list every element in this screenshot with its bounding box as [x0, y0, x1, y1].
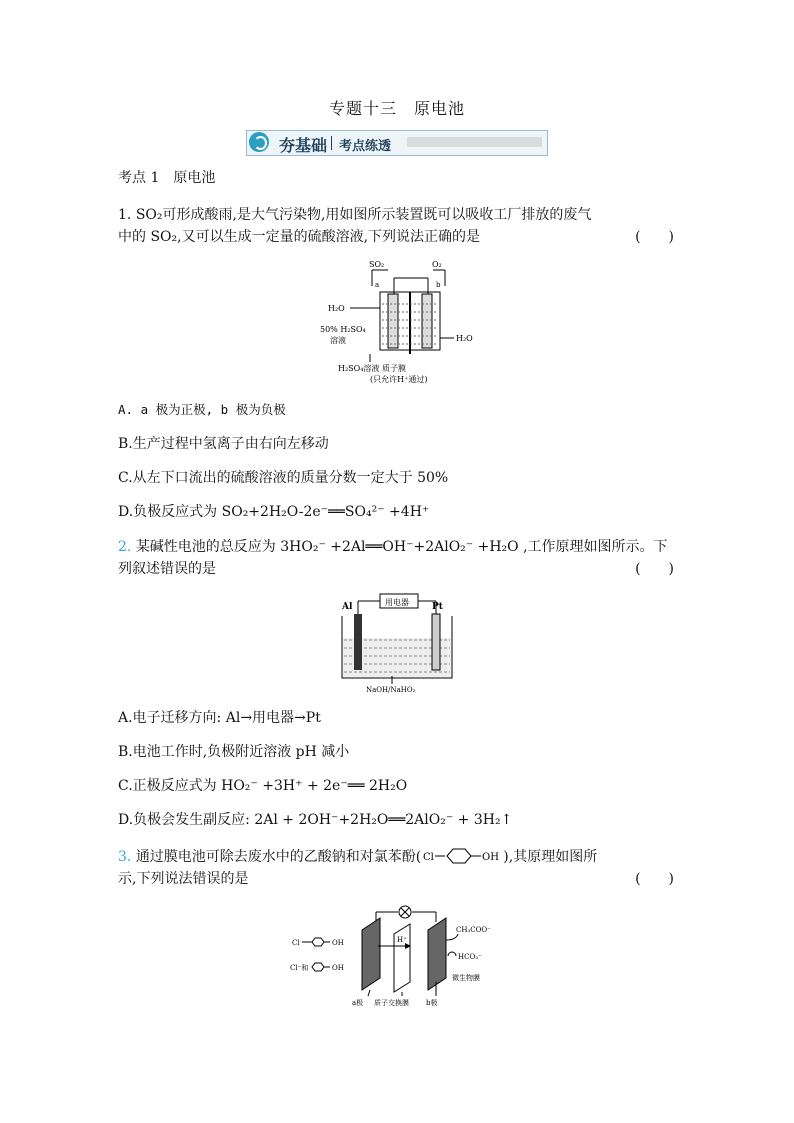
fig-label-so2: SO₂ — [369, 260, 385, 269]
fig-label-membrane-note: (只允许H⁺通过) — [370, 375, 428, 384]
fig-label-cl-and: Cl⁻和 — [290, 964, 309, 972]
fig-label-h2o-out: H₂O — [456, 334, 473, 343]
section-banner — [246, 130, 548, 156]
fig-label-hplus: H⁺ — [397, 936, 407, 944]
question-number: 3. — [118, 849, 132, 865]
fig-label-biofilm: 微生物膜 — [452, 974, 480, 982]
fig-label-a-pole: a极 — [352, 999, 364, 1007]
svg-text:Cl: Cl — [423, 852, 435, 863]
question-2 — [118, 536, 674, 580]
banner-sub: 考点练透 — [339, 139, 392, 154]
fig-label-hco3: HCO₃⁻ — [458, 953, 482, 961]
fig-label-oh-1: OH — [332, 939, 344, 947]
svg-text:OH: OH — [482, 852, 500, 863]
fig-label-a: a — [375, 281, 380, 289]
fig-label-b: b — [436, 281, 441, 289]
fig-label-device: 用电器 — [385, 598, 409, 607]
leaf-icon — [249, 132, 269, 152]
option-1d: D.负极反应式为 SO₂+2H₂O-2e⁻══SO₄²⁻ +4H⁺ — [118, 504, 430, 520]
option-1c: C.从左下口流出的硫酸溶液的质量分数一定大于 50% — [118, 470, 449, 486]
question-1-line1: 1. SO₂可形成酸雨,是大气污染物,用如图所示装置既可以吸收工厂排放的废气 — [118, 207, 592, 223]
answer-paren: ( ) — [635, 561, 674, 577]
option-1a: A. a 极为正极, b 极为负极 — [118, 402, 286, 417]
option-2a: A.电子迁移方向: Al→用电器→Pt — [118, 710, 321, 726]
fig-label-membrane: 质子交换膜 — [374, 999, 409, 1007]
fig-label-solution: NaOH/NaHO₂ — [366, 686, 416, 694]
banner-bar — [407, 137, 542, 147]
question-3-line2: 示,下列说法错误的是 ( ) — [118, 868, 674, 890]
fig-label-h2o-in: H₂O — [328, 304, 345, 313]
fig-label-acid-2: 溶液 — [330, 336, 346, 345]
fig-label-acetate: CH₃COO⁻ — [456, 926, 491, 934]
figure-electrolysis-cell — [314, 254, 484, 384]
answer-paren: ( ) — [635, 229, 674, 245]
page-title: 专题十三 原电池 — [328, 99, 465, 118]
question-2-line1: 2. 某碱性电池的总反应为 3HO₂⁻ +2Al══OH⁻+2AlO₂⁻ +H₂O ,工作原理如图所示。下 — [118, 539, 668, 555]
option-2b: B.电池工作时,负极附近溶液 pH 减小 — [118, 744, 350, 760]
fig-label-pt: Pt — [432, 602, 443, 612]
question-1 — [118, 204, 674, 248]
chlorophenol-structure — [421, 847, 503, 865]
question-2-line2: 列叙述错误的是 ( ) — [118, 558, 674, 580]
question-3 — [118, 846, 674, 890]
fig-label-b-pole: b极 — [426, 999, 438, 1007]
question-number: 2. — [118, 539, 132, 555]
banner-main: 夯基础 — [279, 136, 328, 155]
option-2c: C.正极反应式为 HO₂⁻ +3H⁺ + 2e⁻══ 2H₂O — [118, 778, 408, 794]
question-number: 1. — [118, 207, 132, 223]
section-heading: 考点 1 原电池 — [118, 170, 216, 186]
answer-paren: ( ) — [635, 871, 674, 887]
option-2d: D.负极会发生副反应: 2Al + 2OH⁻+2H₂O══2AlO₂⁻ + 3H₂↑ — [118, 812, 513, 828]
fig-label-cl: Cl — [292, 939, 300, 947]
fig-label-o2: O₂ — [432, 260, 442, 269]
option-1b: B.生产过程中氢离子由右向左移动 — [118, 436, 329, 452]
fig-label-acid: 50% H₂SO₄ — [320, 325, 366, 334]
figure-membrane-cell — [290, 898, 514, 1008]
banner-divider — [331, 136, 332, 150]
question-3-line1: 3. 通过膜电池可除去废水中的乙酸钠和对氯苯酚( Cl OH ),其原理如图所 — [118, 849, 598, 865]
fig-label-oh-2: OH — [332, 964, 344, 972]
question-1-line2: 中的 SO₂,又可以生成一定量的硫酸溶液,下列说法正确的是 ( ) — [118, 226, 674, 248]
fig-label-al: Al — [342, 602, 353, 612]
fig-label-bottom: H₂SO₄溶液 质子膜 — [338, 364, 406, 373]
figure-alkaline-cell — [336, 588, 460, 696]
